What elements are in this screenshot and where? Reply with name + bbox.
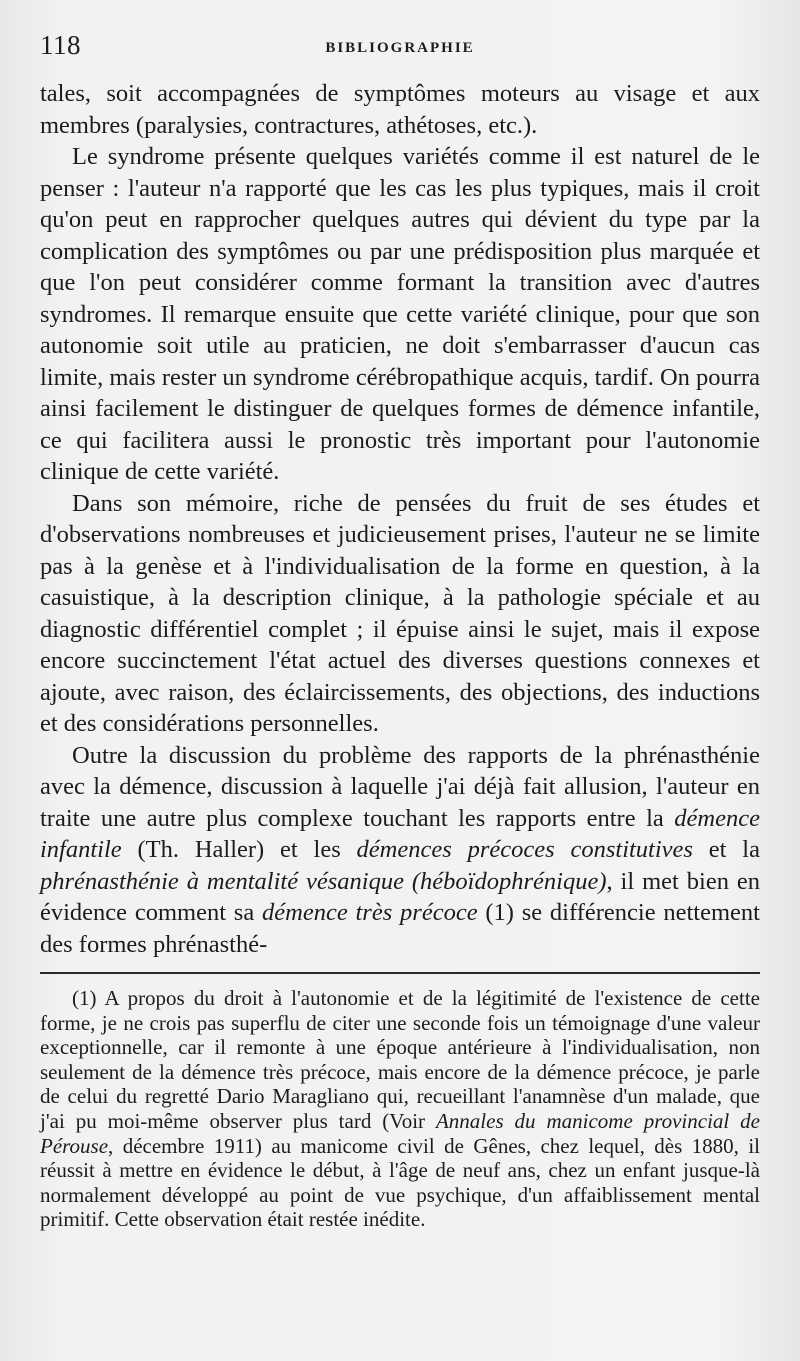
footnote-divider	[40, 972, 760, 974]
term-demence-tres-precoce: démence très précoce	[262, 899, 478, 926]
paragraph-1: tales, soit accompagnées de symptômes moteurs au visage et aux membres (paralysies, contractures, athétoses, etc.).	[40, 80, 760, 139]
page-number: 118	[40, 30, 81, 60]
page-header	[40, 30, 760, 70]
term-demences-precoces: démences précoces constitutives	[356, 836, 693, 863]
paragraph-2: Le syndrome présente quelques variétés comme il est naturel de le penser : l'auteur n'a rapporté que les cas les plus typiques, mais il croit qu'on peut en rapprocher quelques autres qui dévient du type par la complication des symptômes ou par une prédisposition plus marquée et que l'on peut considérer comme formant la transition avec d'autres syndromes. Il remarque ensuite que cette variété clinique, pour que son autonomie soit utile au praticien, ne doit s'embarrasser d'aucun cas limite, mais rester un syndrome cérébropathique acquis, tardif. On pourra ainsi facilement le distinguer de quelques formes de démence infantile, ce qui facilitera aussi le pronostic très important pour l'autonomie clinique de cette variété.	[40, 143, 760, 485]
paragraph-4-text-1: Outre la discussion du problème des rapports de la phrénasthénie avec la démence, discussion à laquelle j'ai déjà fait allusion, l'auteur en traite une autre plus complexe touchant les rapports entre la	[40, 741, 760, 832]
paragraph-4-text-3: et la	[692, 836, 760, 863]
paragraph-4-text-4: , il met bien en évidence comment sa	[40, 867, 760, 926]
footnote-journal-title: Annales du manicome provincial de Pérouse	[40, 1108, 760, 1158]
paragraph-4-text-5: (1) se différencie nettement des formes phrénasthé-	[40, 899, 760, 958]
paragraph-4-text-2: (Th. Haller) et les	[121, 836, 357, 863]
paragraph-4	[40, 740, 760, 961]
term-demence-infantile: démence infantile	[40, 804, 760, 863]
body-text	[40, 78, 760, 960]
footnote-text-2: , décembre 1911) au manicome civil de Gênes, chez lequel, dès 1880, il réussit à mettre en évidence le début, à l'âge de neuf ans, chez un enfant jusque-là normalement développé au point de vue psychique, d'un affaiblissement mental primitif. Cette observation était restée inédite.	[40, 1133, 760, 1232]
running-title: BIBLIOGRAPHIE	[325, 40, 475, 56]
footnote-1	[40, 986, 760, 1232]
paragraph-3: Dans son mémoire, riche de pensées du fruit de ses études et d'observations nombreuses et judicieusement prises, l'auteur ne se limite pas à la genèse et à l'individualisation de la forme en question, à la casuistique, à la description clinique, à la pathologie spéciale et au diagnostic différentiel complet ; il épuise ainsi le sujet, mais il expose encore succinctement l'état actuel des diverses questions connexes et ajoute, avec raison, des éclaircissements, des objections, des inductions et des considérations personnelles.	[40, 489, 760, 737]
term-phrenasthenie: phrénasthénie à mentalité vésanique (héboïdophrénique)	[40, 867, 607, 895]
footnote-text-1: (1) A propos du droit à l'autonomie et de la légitimité de l'existence de cette forme, je ne crois pas superflu de citer une seconde fois un témoignage d'une valeur exceptionnelle, car il remonte à une époque antérieure à l'individualisation, non seulement de la démence très précoce, mais encore de la démence précoce, je parle de celui du regretté Dario Maragliano qui, recueillant l'anamnèse d'un malade, que j'ai pu moi-même observer plus tard (Voir	[40, 986, 760, 1133]
footnote	[40, 986, 760, 1232]
